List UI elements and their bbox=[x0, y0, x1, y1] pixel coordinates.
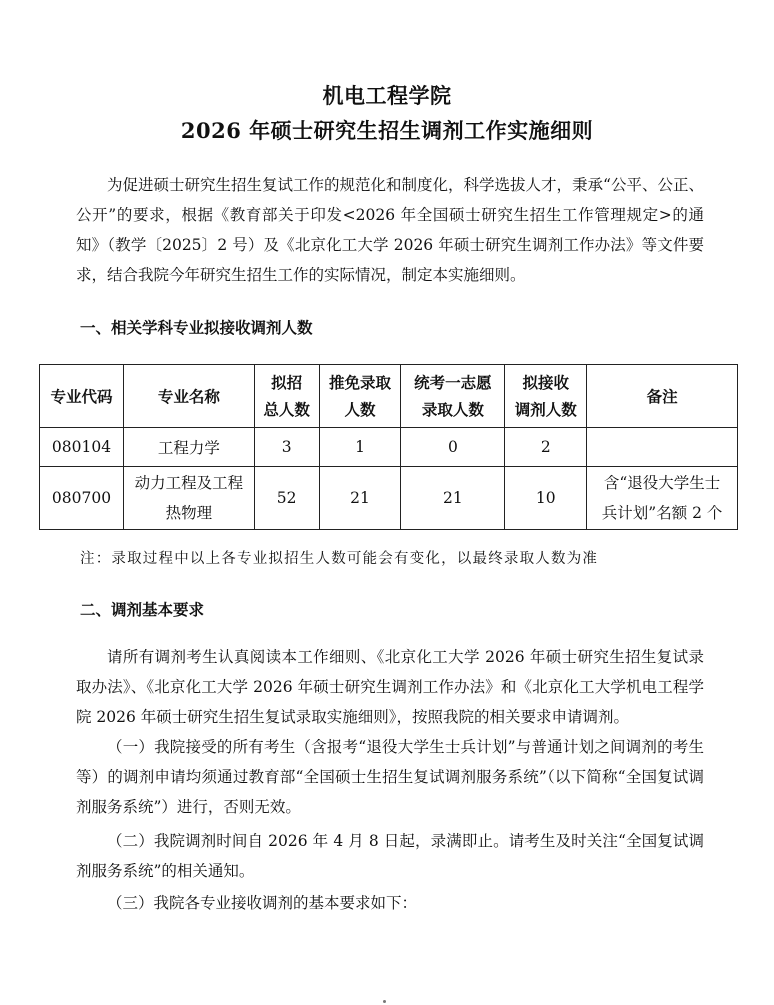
cell-first-choice: 21 bbox=[401, 467, 505, 530]
page-dot bbox=[383, 1000, 386, 1003]
table-row bbox=[40, 467, 738, 530]
page-title-college: 机电工程学院 bbox=[322, 83, 452, 108]
cell-total: 3 bbox=[254, 428, 319, 467]
table-row bbox=[40, 428, 738, 467]
cell-name: 工程力学 bbox=[123, 428, 254, 467]
section-2-paragraph-4: （三）我院各专业接收调剂的基本要求如下： bbox=[107, 894, 418, 912]
section-1-heading: 一、相关学科专业拟接收调剂人数 bbox=[80, 318, 313, 337]
intro-paragraph: 为促进硕士研究生招生复试工作的规范化和制度化，科学选拔人才，秉承“公平、公正、公开”的要求，根据《教育部关于印发<2026 年全国硕士研究生招生工作管理规定>的通知》（教学〔2025〕2 号）及《北京化工大学 2026 年硕士研究生调剂工作办法》等文件要求，结合我院今年研究生招生工作的实际情况，制定本实施细则。 bbox=[76, 176, 704, 284]
header-code: 专业代码 bbox=[40, 365, 124, 428]
header-adjust: 拟接收 调剂人数 bbox=[505, 365, 587, 428]
header-exempt: 推免录取 人数 bbox=[319, 365, 401, 428]
cell-adjust: 2 bbox=[505, 428, 587, 467]
section-2-paragraph-3: （二）我院调剂时间自 2026 年 4 月 8 日起，录满即止。请考生及时关注“全国复试调剂服务系统”的相关通知。 bbox=[76, 832, 704, 880]
header-first-choice: 统考一志愿 录取人数 bbox=[401, 365, 505, 428]
quota-table bbox=[39, 364, 738, 530]
section-2-paragraph-2: （一）我院接受的所有考生（含报考“退役大学生士兵计划”与普通计划之间调剂的考生等）的调剂申请均须通过教育部“全国硕士生招生复试调剂服务系统”（以下简称“全国复试调剂服务系统”）进行，否则无效。 bbox=[76, 738, 704, 816]
section-2-heading: 二、调剂基本要求 bbox=[80, 600, 205, 619]
cell-first-choice: 0 bbox=[401, 428, 505, 467]
page-title-main: 2026 年硕士研究生招生调剂工作实施细则 bbox=[180, 118, 594, 143]
table-header-row bbox=[40, 365, 738, 428]
cell-code: 080700 bbox=[40, 467, 124, 530]
cell-total: 52 bbox=[254, 467, 319, 530]
cell-exempt: 1 bbox=[319, 428, 401, 467]
cell-name: 动力工程及工程 热物理 bbox=[123, 467, 254, 530]
table-note: 注：录取过程中以上各专业拟招生人数可能会有变化，以最终录取人数为准 bbox=[80, 551, 599, 567]
cell-remark bbox=[587, 428, 738, 467]
section-2-paragraph-1: 请所有调剂考生认真阅读本工作细则、《北京化工大学 2026 年硕士研究生招生复试录取办法》、《北京化工大学 2026 年硕士研究生调剂工作办法》和《北京化工大学机电工程学院 2026 年硕士研究生招生复试录取实施细则》，按照我院的相关要求申请调剂。 bbox=[76, 648, 704, 726]
header-total: 拟招 总人数 bbox=[254, 365, 319, 428]
cell-adjust: 10 bbox=[505, 467, 587, 530]
cell-exempt: 21 bbox=[319, 467, 401, 530]
cell-code: 080104 bbox=[40, 428, 124, 467]
cell-remark: 含“退役大学生士 兵计划”名额 2 个 bbox=[587, 467, 738, 530]
header-remark: 备注 bbox=[587, 365, 738, 428]
header-name: 专业名称 bbox=[123, 365, 254, 428]
